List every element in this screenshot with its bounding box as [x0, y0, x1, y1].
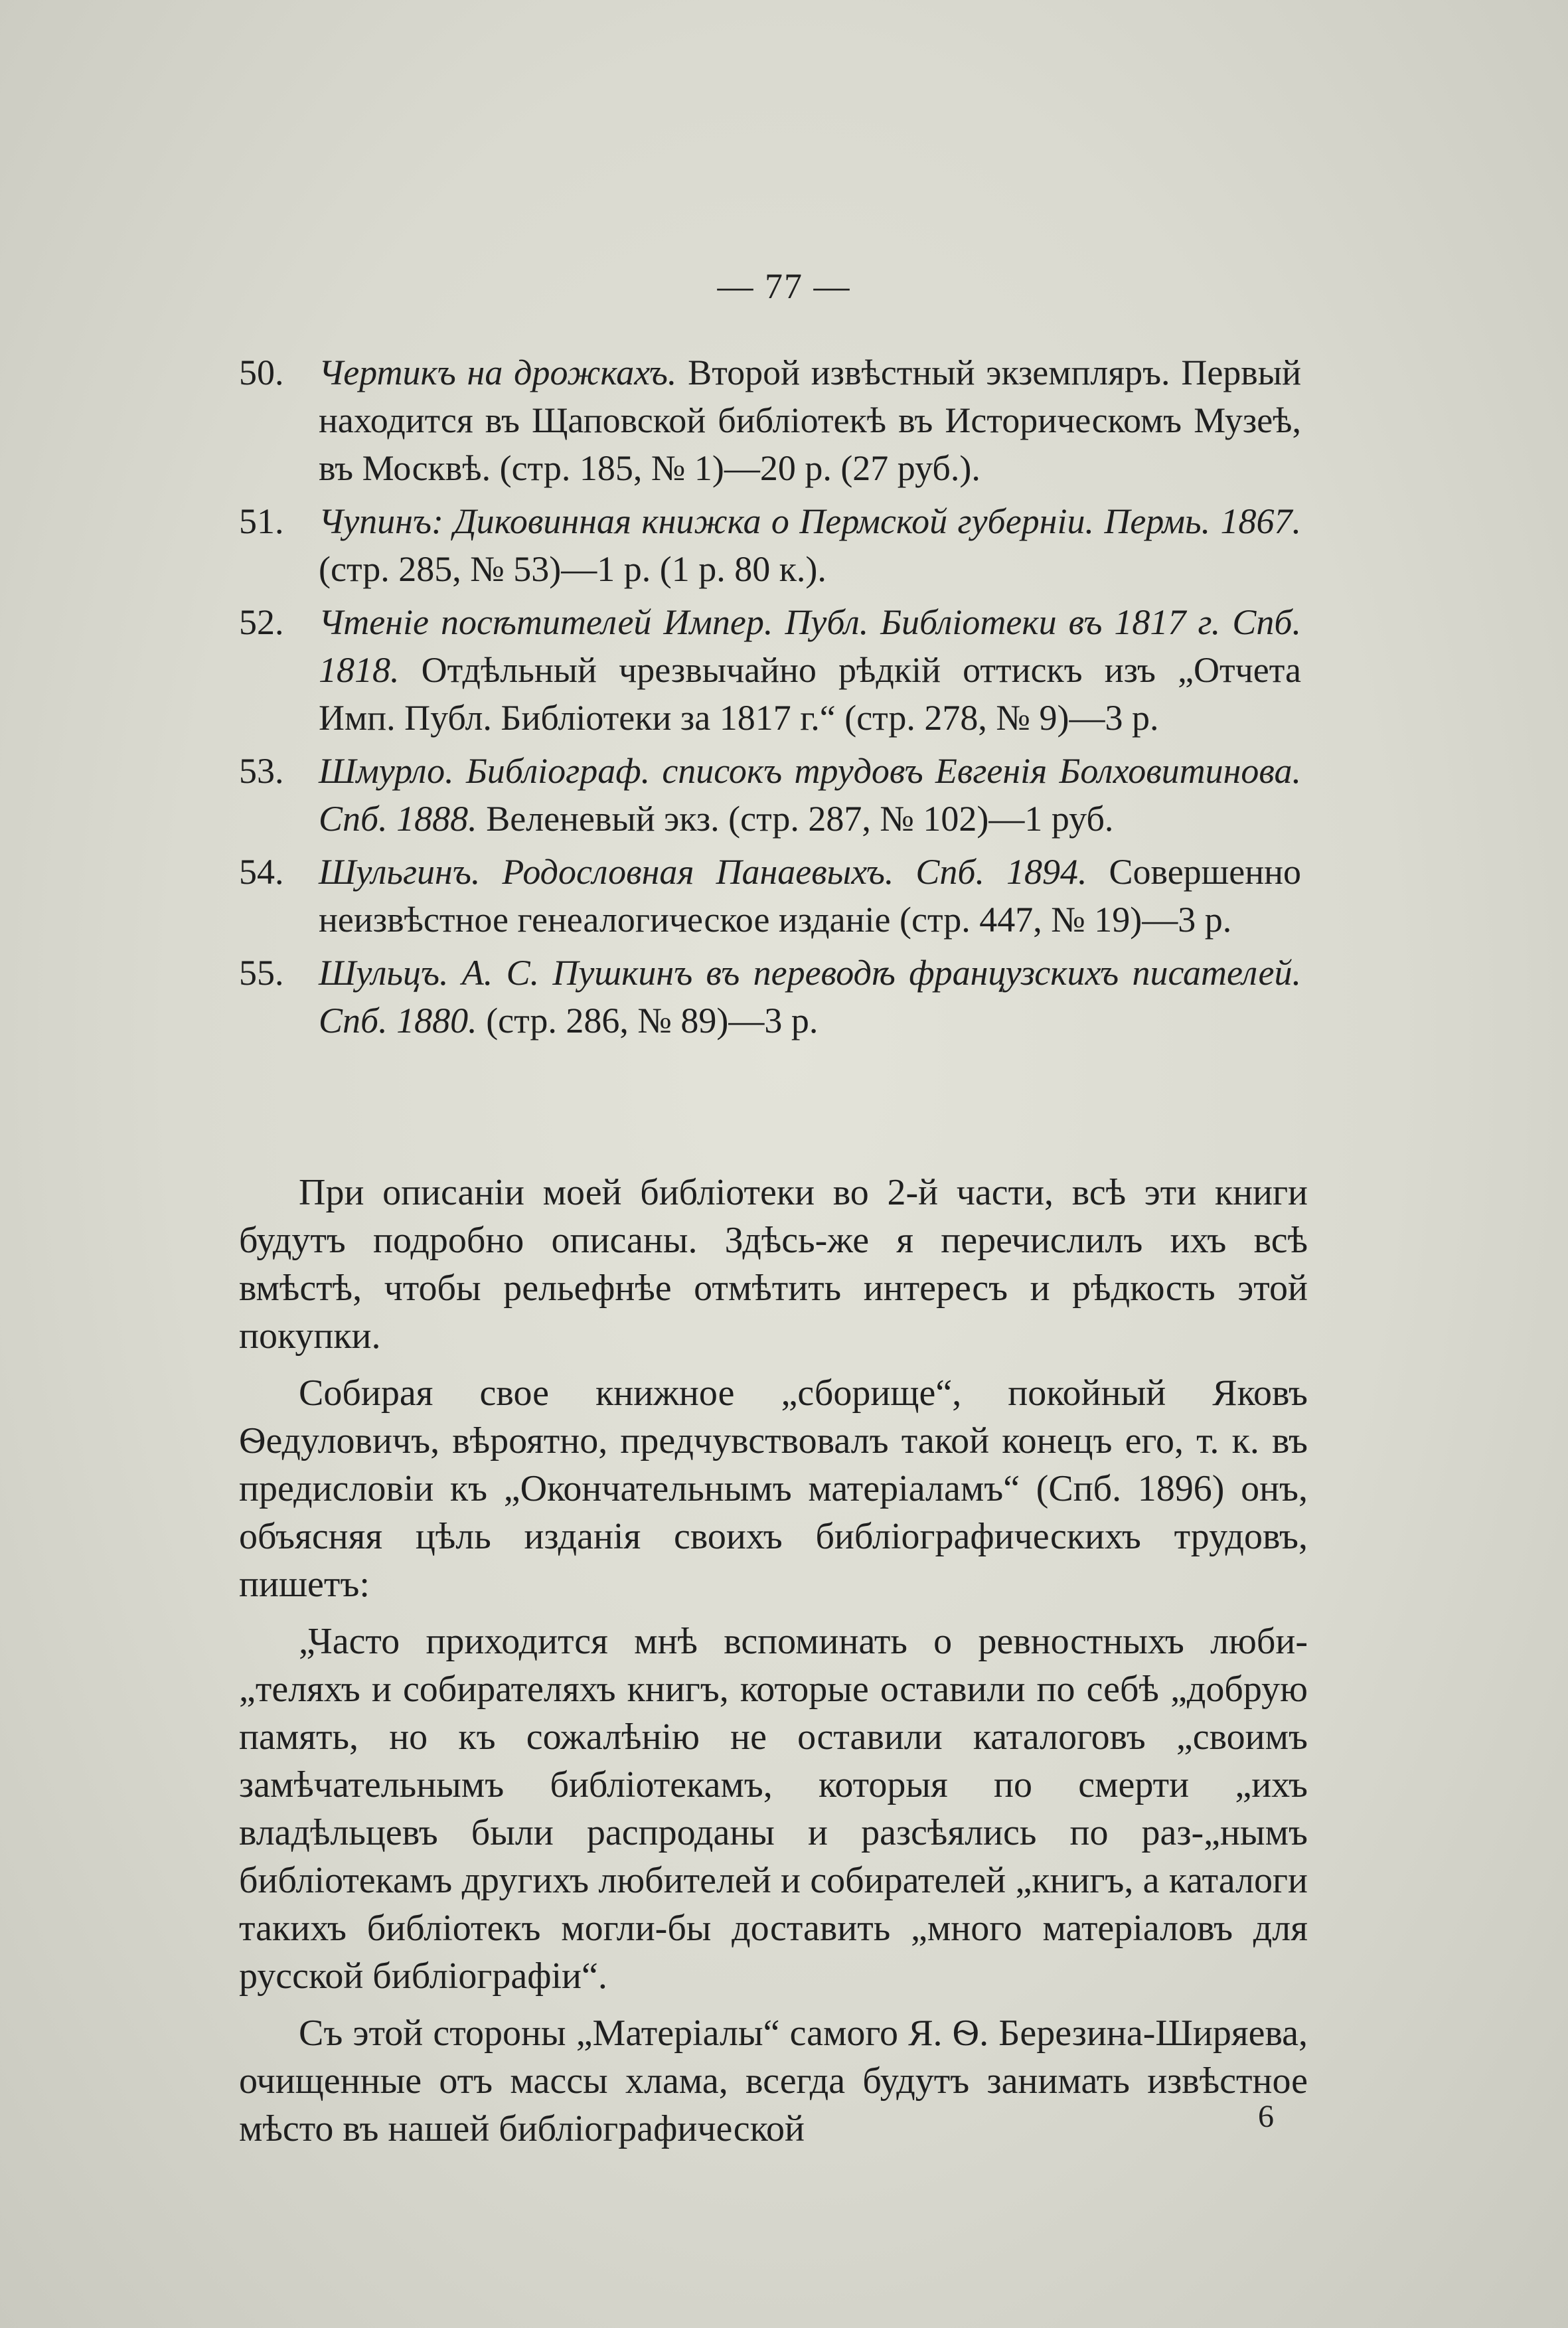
entry-number: 55. — [239, 953, 284, 993]
paragraph: Съ этой стороны „Матеріалы“ самого Я. Ѳ. Березина-Ширяева, очищенные отъ массы хлама, всегда будутъ занимать извѣстное мѣсто въ нашей библіографической — [239, 2013, 1308, 2149]
body-text — [239, 1169, 1308, 2162]
paragraph: Собирая свое книжное „сборище“, покойный Яковъ Ѳедуловичъ, вѣроятно, предчувствовалъ такой конецъ его, т. к. въ предисловіи къ „Окончательнымъ матеріаламъ“ (Спб. 1896) онъ, объясняя цѣль изданія своихъ библіографическихъ трудовъ, пишетъ: — [239, 1372, 1308, 1605]
entry-text: Отдѣльный чрезвычайно рѣдкій оттискъ изъ „Отчета Имп. Публ. Библіотеки за 1817 г.“ (стр. 278, № 9)—3 р. — [319, 650, 1301, 738]
list-item — [239, 848, 1301, 944]
entry-number: 53. — [239, 751, 284, 791]
list-item — [239, 497, 1301, 593]
signature-mark: 6 — [1258, 2099, 1274, 2134]
entry-number: 51. — [239, 501, 284, 541]
entry-text: (стр. 286, № 89)—3 р. — [477, 1001, 819, 1040]
entry-title: Шульгинъ. Родословная Панаевыхъ. Спб. 1894. — [319, 852, 1087, 892]
entry-title: Чупинъ: Диковинная книжка о Пермской губерніи. Пермь. 1867. — [319, 501, 1301, 541]
entry-title: Шульцъ. А. С. Пушкинъ въ переводѣ французскихъ писателей. Спб. 1880. — [319, 953, 1301, 1040]
entry-text: Второй извѣстный экземпляръ. Первый находится въ Щаповской библіотекѣ въ Историческомъ Музеѣ, въ Москвѣ. (стр. 185, № 1)—20 р. (27 руб.). — [319, 353, 1301, 488]
paragraph: При описаніи моей библіотеки во 2-й части, всѣ эти книги будутъ подробно описаны. Здѣсь-же я перечислилъ ихъ всѣ вмѣстѣ, чтобы рельефнѣе отмѣтить интересъ и рѣдкость этой покупки. — [239, 1172, 1308, 1357]
entry-number: 50. — [239, 353, 284, 392]
entry-text: Совершенно неизвѣстное генеалогическое изданіе (стр. 447, № 19)—3 р. — [319, 852, 1302, 940]
entry-text: (стр. 285, № 53)—1 р. (1 р. 80 к.). — [319, 549, 826, 589]
entry-number: 52. — [239, 602, 284, 642]
quotation: „Часто приходится мнѣ вспоминать о ревностныхъ люби-„теляхъ и собирателяхъ книгъ, которые оставили по себѣ „добрую память, но къ сожалѣнію не оставили каталоговъ „своимъ замѣчательнымъ библіотекамъ, которыя по смерти „ихъ владѣльцевъ были распроданы и разсѣялись по раз-„нымъ библіотекамъ другихъ любителей и собирателей „книгъ, а каталоги такихъ библіотекъ могли-бы доставить „много матеріаловъ для русской библіографіи“. — [239, 1621, 1308, 1997]
entry-title: Чтеніе посѣтителей Импер. Публ. Библіотеки въ 1817 г. Спб. 1818. — [319, 602, 1301, 690]
list-item — [239, 747, 1301, 843]
list-item — [239, 598, 1301, 742]
list-item — [239, 949, 1301, 1044]
entry-title: Чертикъ на дрожкахъ. — [319, 353, 677, 392]
entry-title: Шмурло. Библіограф. списокъ трудовъ Евгенія Болховитинова. Спб. 1888. — [319, 751, 1301, 839]
list-item — [239, 349, 1301, 492]
bibliography-list — [239, 349, 1301, 1050]
entry-text: Веленевый экз. (стр. 287, № 102)—1 руб. — [477, 799, 1114, 839]
entry-number: 54. — [239, 852, 284, 892]
page-number: — 77 — — [717, 266, 851, 306]
